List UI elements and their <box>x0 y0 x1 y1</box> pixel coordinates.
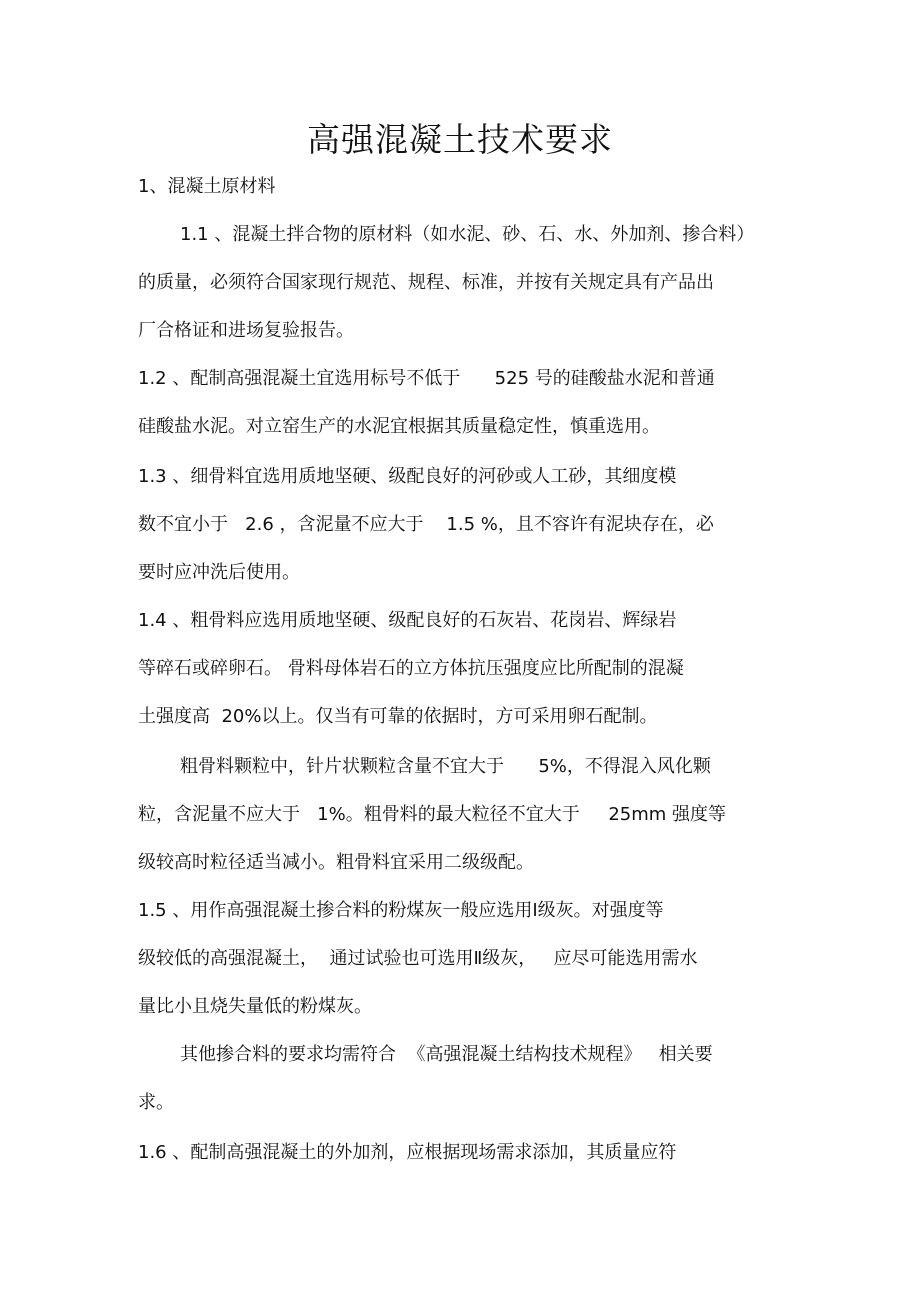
paragraph-line: 其他掺合料的要求均需符合 《高强混凝土结构技术规程》 相关要 <box>180 1044 713 1065</box>
page-title: 高强混凝土技术要求 <box>307 120 613 159</box>
paragraph-line: 的质量，必须符合国家现行规范、规程、标准，并按有关规定具有产品出 <box>138 272 714 293</box>
paragraph-line: 1.1 、混凝土拌合物的原材料（如水泥、砂、石、水、外加剂、掺合料） <box>180 224 755 245</box>
paragraph-line: 数不宜小于 2.6 ，含泥量不应大于 1.5 %，且不容许有泥块存在，必 <box>138 514 714 535</box>
paragraph-line: 粒，含泥量不应大于 1%。粗骨料的最大粒径不宜大于 25mm 强度等 <box>138 804 727 825</box>
paragraph-line: 厂合格证和进场复验报告。 <box>138 320 354 341</box>
paragraph-line: 等碎石或碎卵石。 骨料母体岩石的立方体抗压强度应比所配制的混凝 <box>138 658 684 679</box>
section-heading: 1、混凝土原材料 <box>138 176 276 197</box>
paragraph-line: 1.3 、细骨料宜选用质地坚硬、级配良好的河砂或人工砂，其细度模 <box>138 466 677 487</box>
paragraph-line: 求。 <box>138 1092 174 1113</box>
paragraph-line: 1.2 、配制高强混凝土宜选用标号不低于 525 号的硅酸盐水泥和普通 <box>138 368 715 389</box>
paragraph-line: 土强度高 20%以上。仅当有可靠的依据时，方可采用卵石配制。 <box>138 706 658 727</box>
paragraph-line: 级较高时粒径适当减小。粗骨料宜采用二级级配。 <box>138 852 534 873</box>
paragraph-line: 1.4 、粗骨料应选用质地坚硬、级配良好的石灰岩、花岗岩、辉绿岩 <box>138 610 677 631</box>
paragraph-line: 量比小且烧失量低的粉煤灰。 <box>138 996 372 1017</box>
paragraph-line: 1.6 、配制高强混凝土的外加剂，应根据现场需求添加，其质量应符 <box>138 1142 677 1163</box>
paragraph-line: 级较低的高强混凝土， 通过试验也可选用Ⅱ级灰， 应尽可能选用需水 <box>138 948 698 969</box>
paragraph-line: 硅酸盐水泥。对立窑生产的水泥宜根据其质量稳定性，慎重选用。 <box>138 416 660 437</box>
paragraph-line: 要时应冲洗后使用。 <box>138 562 300 583</box>
paragraph-line: 1.5 、用作高强混凝土掺合料的粉煤灰一般应选用Ⅰ级灰。对强度等 <box>138 900 664 921</box>
paragraph-line: 粗骨料颗粒中，针片状颗粒含量不宜大于 5%，不得混入风化颗 <box>180 756 711 777</box>
